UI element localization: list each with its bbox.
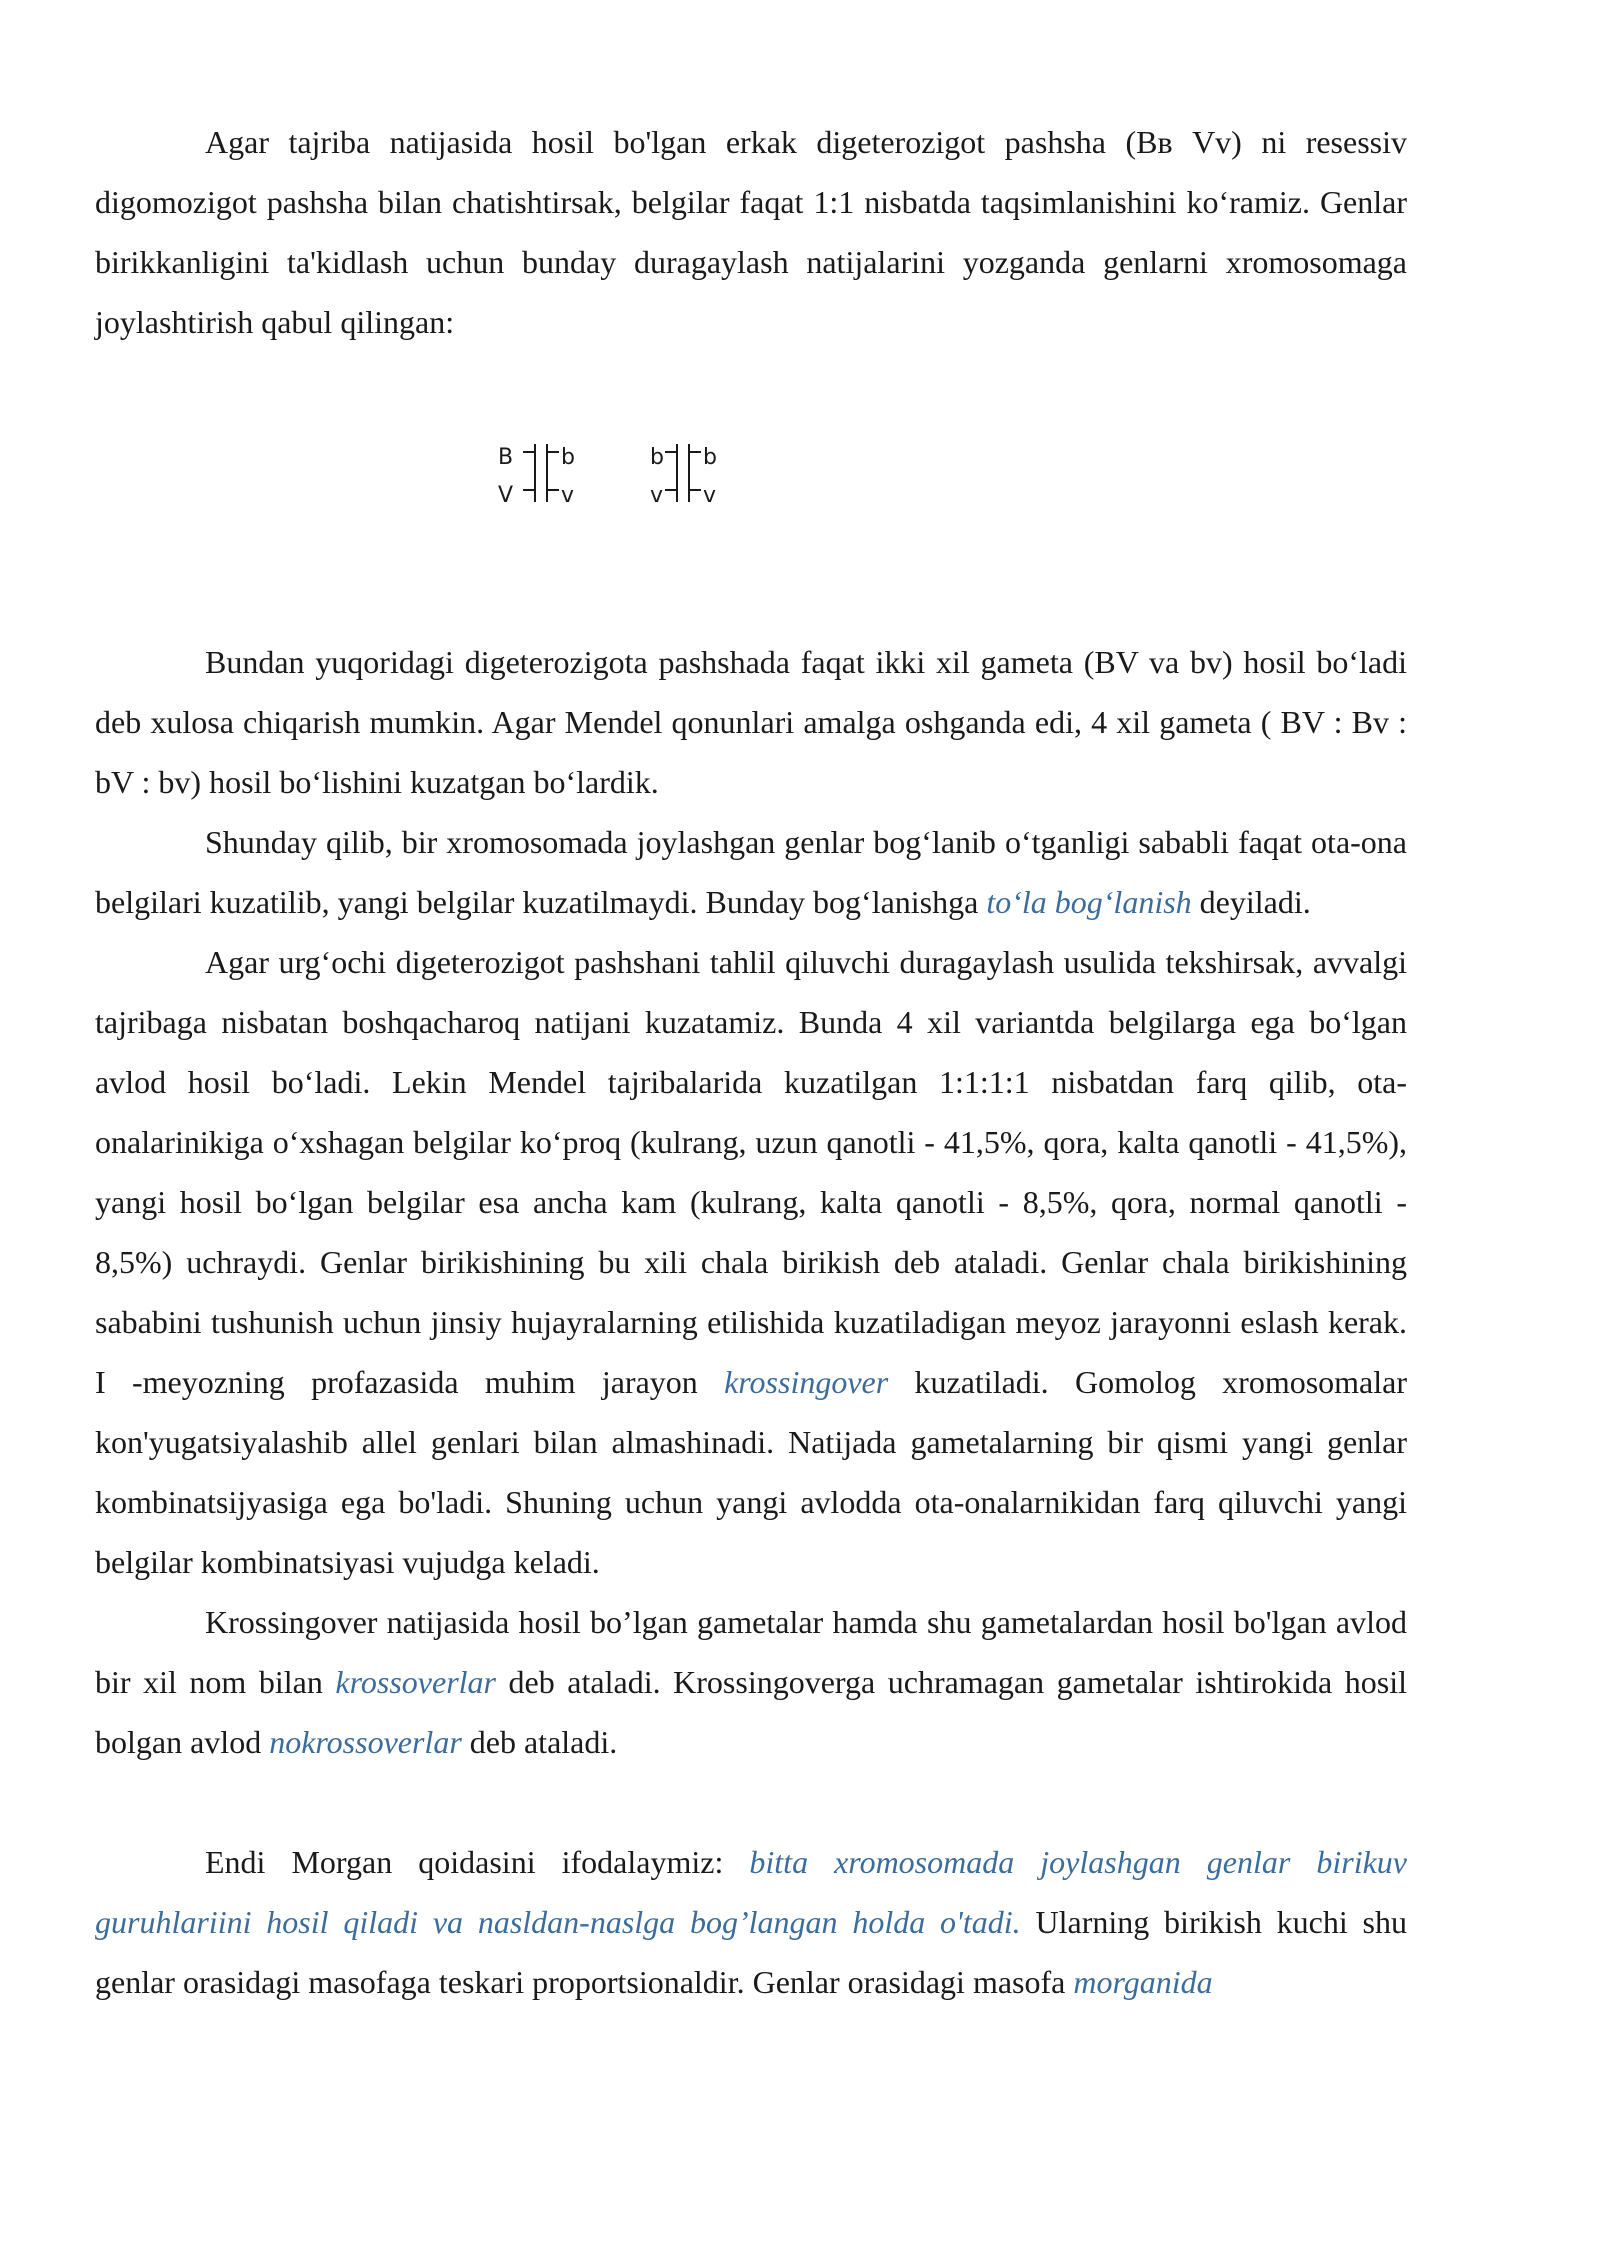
chromosome-diagram: [95, 352, 1407, 632]
gene-label: b: [650, 445, 664, 470]
paragraph-1: [95, 112, 1407, 352]
paragraph-3: [95, 812, 1407, 932]
paragraph-3-text-a: Shunday qilib, bir xromosomada joylashgan genlar bog‘lanib o‘tganligi sababli faqat ota-ona belgilari kuzatilib, yangi belgilar kuzatilmaydi. Bunday bog‘lanishga: [95, 824, 1407, 920]
paragraph-1-text: Agar tajriba natijasida hosil bo'lgan erkak digeterozigot pashsha (Bв Vv) ni resessiv digomozigot pashsha bilan chatishtirsak, belgilar faqat 1:1 nisbatda taqsimlanishini ko‘ramiz. Genlar birikkanligini ta'kidlash uchun bunday duragaylash natijalarini yozganda genlarni xromosomaga joylashtirish qabul qilingan:: [95, 124, 1407, 340]
gene-label: v: [561, 483, 575, 508]
paragraph-2-text: Bundan yuqoridagi digeterozigota pashshada faqat ikki xil gameta (BV va bv) hosil bo‘ladi deb xulosa chiqarish mumkin. Agar Mendel qonunlari amalga oshganda edi, 4 xil gameta ( BV : Bv : bV : bv) hosil bo‘lishini kuzatgan bo‘lardik.: [95, 644, 1407, 800]
chromosome-pair-right: [650, 444, 717, 508]
term-full-linkage: to‘la bog‘lanish: [986, 884, 1192, 920]
paragraph-4: [95, 932, 1407, 1592]
paragraph-spacer: [95, 1772, 1407, 1832]
paragraph-6-text-b: Ularning birikish kuchi shu genlar orasidagi masofaga teskari proportsionaldir. Genlar orasidagi masofa: [95, 1904, 1407, 2000]
term-morgan-rule: bitta xromosomada joylashgan genlar birikuv guruhlariini hosil qiladi va nasldan-naslga bog’langan holda o'tadi.: [95, 1844, 1407, 1940]
gene-label: V: [498, 483, 514, 508]
gene-label: b: [561, 445, 575, 470]
paragraph-5-text-c: deb ataladi.: [461, 1724, 618, 1760]
term-crossovers: krossoverlar: [335, 1664, 496, 1700]
chromosome-diagram-svg: [95, 352, 1407, 632]
paragraph-3-text-b: deyiladi.: [1191, 884, 1311, 920]
paragraph-4-text-a: Agar urg‘ochi digeterozigot pashshani tahlil qiluvchi duragaylash usulida tekshirsak, avvalgi tajribaga nisbatan boshqacharoq natijani kuzatamiz. Bunda 4 xil variantda belgilarga ega bo‘lgan avlod hosil bo‘ladi. Lekin Mendel tajribalarida kuzatilgan 1:1:1:1 nisbatdan farq qilib, ota-onalarinikiga o‘xshagan belgilar ko‘proq (kulrang, uzun qanotli - 41,5%, qora, kalta qanotli - 41,5%), yangi hosil bo‘lgan belgilar esa ancha kam (kulrang, kalta qanotli - 8,5%, qora, normal qanotli - 8,5%) uchraydi. Genlar birikishining bu xili chala birikish deb ataladi. Genlar chala birikishining sababini tushunish uchun jinsiy hujayralarning etilishida kuzatiladigan meyoz jarayonni eslash kerak. I -meyozning profazasida muhim jarayon: [95, 944, 1407, 1400]
paragraph-2: [95, 632, 1407, 812]
gene-label: B: [498, 445, 514, 470]
term-noncrossovers: nokrossoverlar: [269, 1724, 462, 1760]
document-page: [95, 112, 1407, 2012]
paragraph-5: [95, 1592, 1407, 1772]
gene-label: v: [703, 483, 717, 508]
paragraph-5-text-a: Krossingover natijasida hosil bo’lgan gametalar hamda shu gametalardan hosil bo'lgan avlod bir xil nom bilan: [95, 1604, 1407, 1700]
paragraph-5-text-b: deb ataladi. Krossingoverga uchramagan gametalar ishtirokida hosil bolgan avlod: [95, 1664, 1408, 1760]
term-morganida: morganida: [1073, 1964, 1213, 2000]
gene-label: v: [650, 483, 664, 508]
paragraph-6-text-a: Endi Morgan qoidasini ifodalaymiz:: [205, 1844, 750, 1880]
term-crossingover: krossingover: [724, 1364, 889, 1400]
gene-label: b: [703, 445, 717, 470]
chromosome-pair-left: [498, 444, 575, 508]
paragraph-6: [95, 1832, 1407, 2012]
paragraph-4-text-b: kuzatiladi. Gomolog xromosomalar kon'yugatsiyalashib allel genlari bilan almashinadi. Natijada gametalarning bir qismi yangi genlar kombinatsijyasiga ega bo'ladi. Shuning uchun yangi avlodda ota-onalarnikidan farq qiluvchi yangi belgilar kombinatsiyasi vujudga keladi.: [95, 1364, 1407, 1580]
